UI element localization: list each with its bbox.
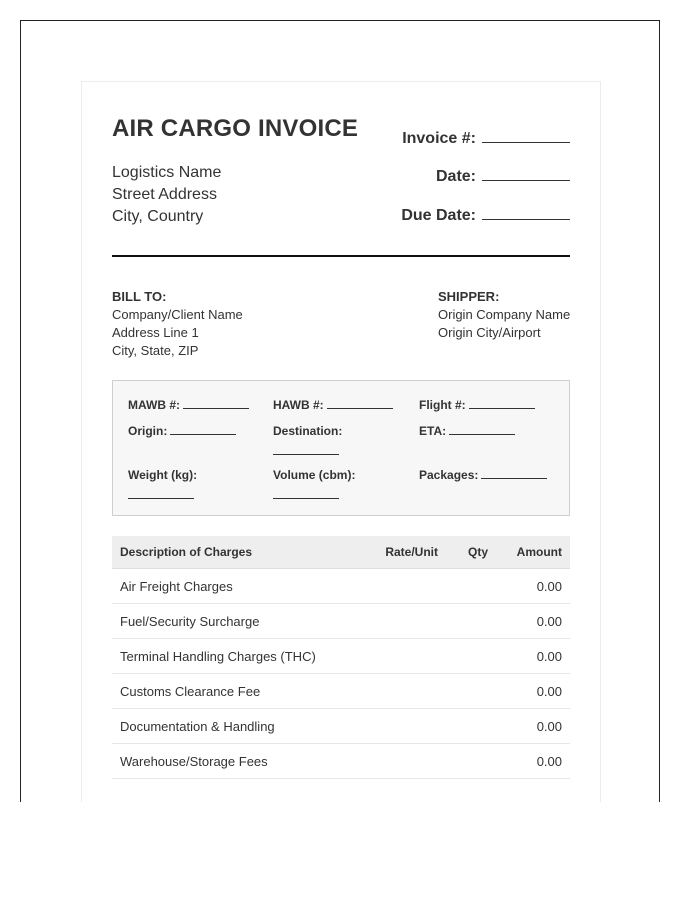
packages-blank[interactable] — [481, 467, 547, 479]
eta-label: ETA: — [419, 424, 447, 438]
header-description: Description of Charges — [112, 536, 360, 569]
invoice-date-field — [436, 166, 570, 186]
invoice-date-blank[interactable] — [482, 166, 570, 181]
hawb-blank[interactable] — [327, 397, 393, 409]
bill-to-block — [112, 288, 243, 360]
weight-field — [128, 464, 197, 499]
charge-amount: 0.00 — [488, 674, 570, 709]
charge-qty[interactable] — [438, 709, 488, 744]
weight-label: Weight (kg): — [128, 468, 198, 482]
due-date-field — [401, 205, 570, 225]
destination-field — [273, 420, 342, 455]
header-divider — [112, 255, 570, 257]
charge-rate[interactable] — [360, 639, 438, 674]
flight-field — [419, 394, 535, 416]
table-row — [112, 639, 570, 674]
header-rate: Rate/Unit — [360, 536, 438, 569]
origin-field — [128, 420, 236, 442]
header-amount: Amount — [488, 536, 570, 569]
charge-rate[interactable] — [360, 744, 438, 779]
charges-header-row — [112, 536, 570, 569]
mawb-blank[interactable] — [183, 397, 249, 409]
invoice-number-field — [402, 128, 570, 148]
hawb-field — [273, 394, 393, 416]
charge-description: Air Freight Charges — [112, 569, 360, 604]
invoice-number-blank[interactable] — [482, 128, 570, 143]
charge-amount: 0.00 — [488, 709, 570, 744]
table-row — [112, 744, 570, 779]
table-row — [112, 569, 570, 604]
origin-label: Origin: — [128, 424, 168, 438]
destination-blank[interactable] — [273, 443, 339, 455]
due-date-label: Due Date: — [401, 207, 476, 224]
header-qty: Qty — [438, 536, 488, 569]
volume-blank[interactable] — [273, 487, 339, 499]
company-address-block — [112, 162, 221, 228]
volume-field — [273, 464, 355, 499]
charge-description: Customs Clearance Fee — [112, 674, 360, 709]
flight-label: Flight #: — [419, 398, 466, 412]
charge-rate[interactable] — [360, 674, 438, 709]
shipper-line: Origin City/Airport — [438, 325, 541, 340]
charge-amount: 0.00 — [488, 639, 570, 674]
bill-to-label: BILL TO: — [112, 289, 167, 304]
charge-amount: 0.00 — [488, 744, 570, 779]
charge-qty[interactable] — [438, 604, 488, 639]
table-row — [112, 709, 570, 744]
company-city: City, Country — [112, 208, 204, 225]
table-row — [112, 674, 570, 709]
weight-blank[interactable] — [128, 487, 194, 499]
hawb-label: HAWB #: — [273, 398, 324, 412]
charge-qty[interactable] — [438, 674, 488, 709]
table-row — [112, 604, 570, 639]
charge-rate[interactable] — [360, 569, 438, 604]
destination-label: Destination: — [273, 424, 343, 438]
charge-description: Warehouse/Storage Fees — [112, 744, 360, 779]
flight-blank[interactable] — [469, 397, 535, 409]
company-street: Street Address — [112, 186, 217, 203]
company-name: Logistics Name — [112, 164, 222, 181]
packages-field — [419, 464, 547, 486]
charge-description: Terminal Handling Charges (THC) — [112, 639, 360, 674]
due-date-blank[interactable] — [482, 205, 570, 220]
origin-blank[interactable] — [170, 423, 236, 435]
eta-blank[interactable] — [449, 423, 515, 435]
mawb-field — [128, 394, 249, 416]
shipper-block — [438, 288, 570, 342]
charge-amount: 0.00 — [488, 569, 570, 604]
charge-rate[interactable] — [360, 604, 438, 639]
invoice-title: AIR CARGO INVOICE — [112, 115, 359, 142]
eta-field — [419, 420, 515, 442]
charge-qty[interactable] — [438, 744, 488, 779]
shipper-label: SHIPPER: — [438, 289, 500, 304]
charge-amount: 0.00 — [488, 604, 570, 639]
charge-qty[interactable] — [438, 639, 488, 674]
mawb-label: MAWB #: — [128, 398, 180, 412]
invoice-date-label: Date: — [435, 168, 476, 185]
shipper-line: Origin Company Name — [438, 307, 571, 322]
shipment-details-box — [112, 380, 570, 516]
bill-to-line: City, State, ZIP — [112, 343, 199, 358]
charge-description: Documentation & Handling — [112, 709, 360, 744]
charge-description: Fuel/Security Surcharge — [112, 604, 360, 639]
invoice-number-label: Invoice #: — [402, 130, 476, 147]
bill-to-line: Company/Client Name — [112, 307, 243, 322]
bill-to-line: Address Line 1 — [112, 325, 199, 340]
volume-label: Volume (cbm): — [273, 468, 356, 482]
packages-label: Packages: — [419, 468, 479, 482]
charges-table — [112, 536, 570, 779]
charge-qty[interactable] — [438, 569, 488, 604]
charge-rate[interactable] — [360, 709, 438, 744]
